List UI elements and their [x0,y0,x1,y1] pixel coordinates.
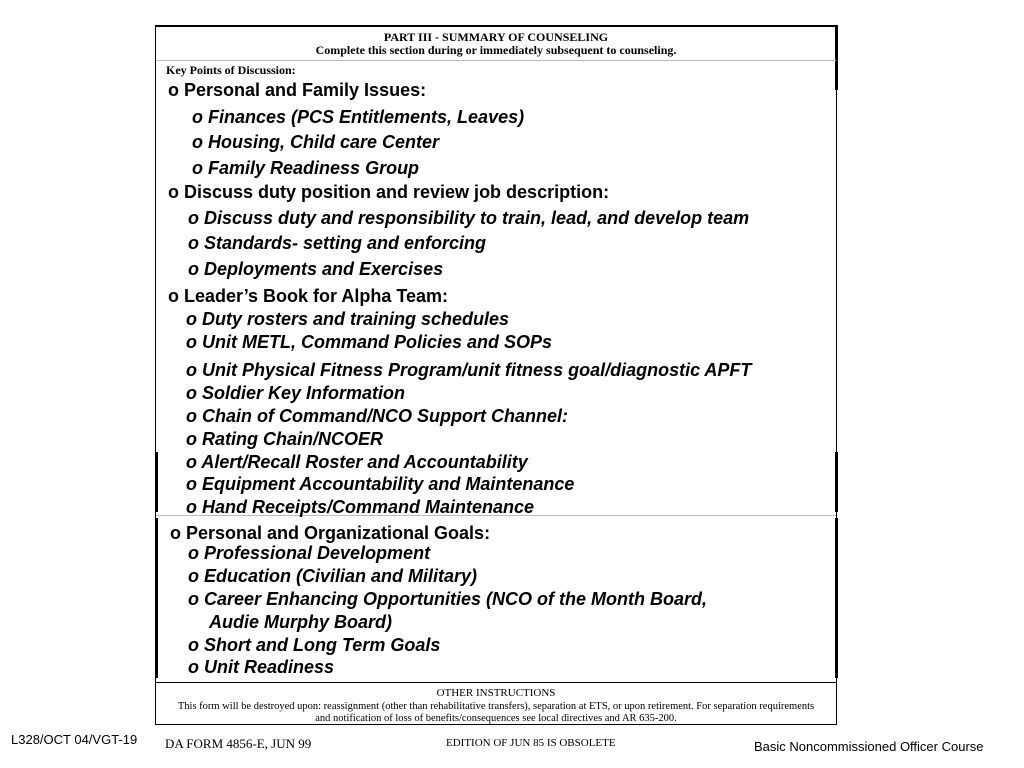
item-unit-readiness: o Unit Readiness [188,657,335,677]
item-duty-position: o Discuss duty position and review job description: [168,182,610,202]
item-duty-responsibility: o Discuss duty and responsibility to train, lead, and develop team [188,208,750,228]
key-points-label: Key Points of Discussion: [166,63,296,77]
form-top-border [155,25,837,27]
form-right-border-lower [835,518,838,678]
form-left-border-mid [155,452,158,512]
item-standards: o Standards- setting and enforcing [188,233,487,253]
item-goals: o Personal and Organizational Goals: [170,523,491,543]
item-deployments: o Deployments and Exercises [188,259,444,279]
part-title: PART III - SUMMARY OF COUNSELING [383,30,609,44]
item-physical-fitness: o Unit Physical Fitness Program/unit fitness goal/diagnostic APFT [186,360,752,380]
item-chain-of-command: o Chain of Command/NCO Support Channel: [186,406,568,426]
item-rating-chain: o Rating Chain/NCOER [186,429,383,449]
other-instructions-title: OTHER INSTRUCTIONS [436,687,556,699]
item-finances: o Finances (PCS Entitlements, Leaves) [192,107,525,127]
other-instructions-text: This form will be destroyed upon: reassignment (other than rehabilitative transfers), separation at ETS, or upon retirement. For separation requirements and notification of loss of benefits/consequences see local directives and AR 635-200. [177,701,815,724]
item-professional-development: o Professional Development [188,543,431,563]
item-equipment-accountability: o Equipment Accountability and Maintenance [186,474,575,494]
form-right-border-mid [835,452,838,512]
course-name: Basic Noncommissioned Officer Course [754,739,984,754]
item-soldier-key-info: o Soldier Key Information [186,383,406,403]
form-left-border-lower [155,518,158,678]
item-housing: o Housing, Child care Center [192,132,440,152]
item-education: o Education (Civilian and Military) [188,566,478,586]
item-alert-recall: o Alert/Recall Roster and Accountability [186,452,528,472]
item-career-opportunities: o Career Enhancing Opportunities (NCO of the Month Board, [188,589,708,609]
item-personal-family-issues: o Personal and Family Issues: [168,80,427,100]
part-subtitle: Complete this section during or immediately subsequent to counseling. [315,43,677,57]
form-name: DA FORM 4856-E, JUN 99 [165,736,312,751]
item-duty-rosters: o Duty rosters and training schedules [186,309,510,329]
item-career-opportunities-cont: Audie Murphy Board) [209,612,392,632]
item-unit-metl: o Unit METL, Command Policies and SOPs [186,332,553,352]
header-divider [156,60,836,61]
slide-id: L328/OCT 04/VGT-19 [11,732,138,747]
edition-note: EDITION OF JUN 85 IS OBSOLETE [446,737,616,749]
instructions-divider [156,682,836,683]
item-hand-receipts: o Hand Receipts/Command Maintenance [186,497,535,517]
item-short-long-goals: o Short and Long Term Goals [188,635,441,655]
item-family-readiness: o Family Readiness Group [192,158,420,178]
item-leaders-book: o Leader’s Book for Alpha Team: [168,286,449,306]
